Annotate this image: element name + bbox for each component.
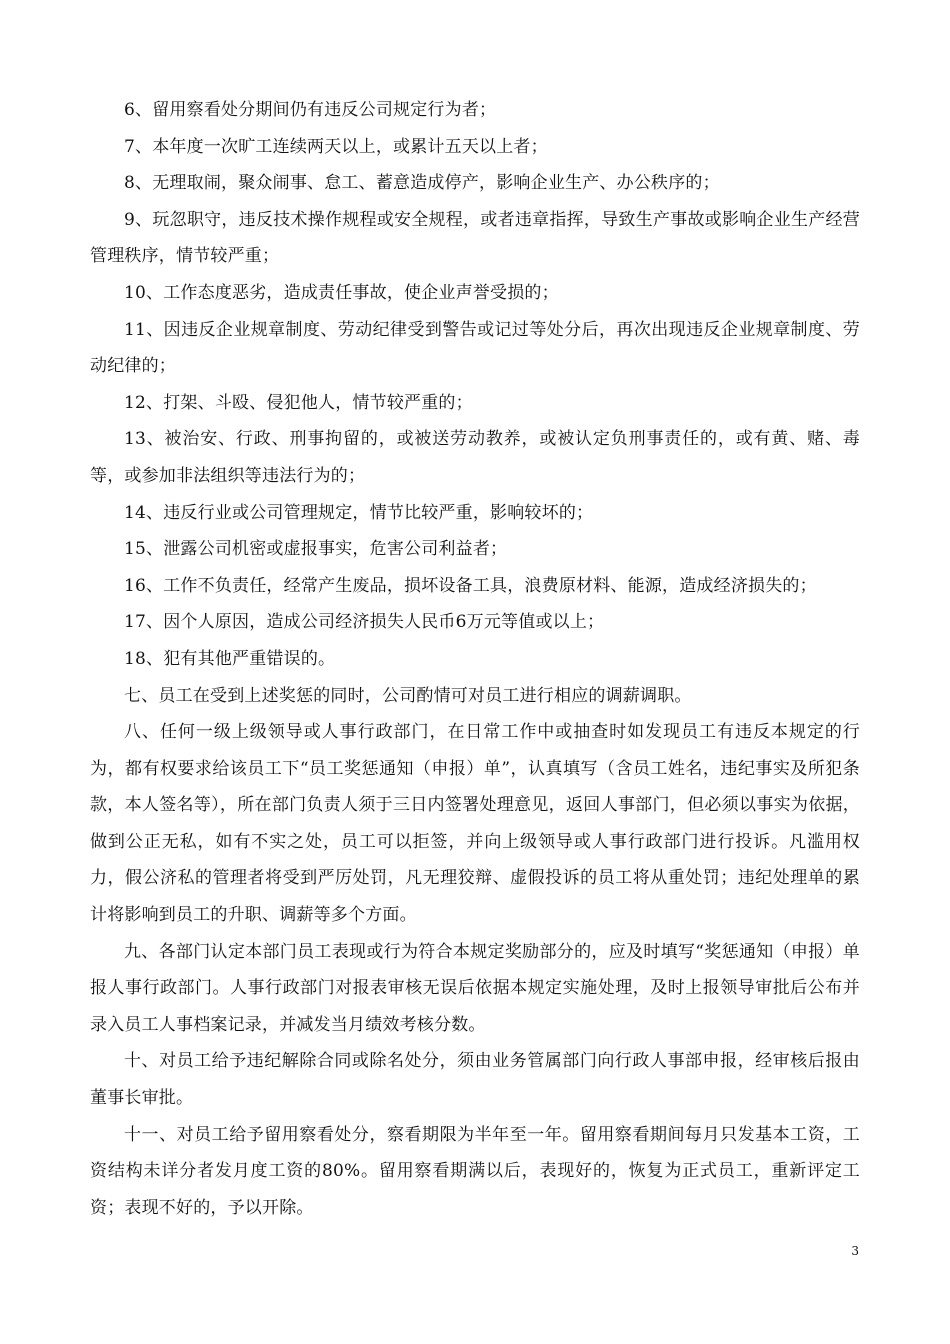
page-number: 3 <box>851 1244 859 1258</box>
section-10-paragraph: 十、对员工给予违纪解除合同或除名处分，须由业务管属部门向行政人事部申报，经审核后报由董事长审批。 <box>90 1051 860 1109</box>
paragraph-item-9: 9、玩忽职守，违反技术操作规程或安全规程，或者违章指挥，导致生产事故或影响企业生产经营管理秩序，情节较严重； <box>90 209 860 267</box>
paragraph-item-15: 15、泄露公司机密或虚报事实，危害公司利益者； <box>124 539 508 560</box>
document-body <box>90 92 860 1226</box>
paragraph-item-16: 16、工作不负责任，经常产生废品，损坏设备工具，浪费原材料、能源，造成经济损失的； <box>124 575 817 596</box>
paragraph-item-14: 14、违反行业或公司管理规定，情节比较严重，影响较坏的； <box>124 502 594 523</box>
paragraph-item-13: 13、被治安、行政、刑事拘留的，或被送劳动教养，或被认定负刑事责任的，或有黄、赌、毒等，或参加非法组织等违法行为的； <box>90 429 860 486</box>
paragraph-item-12: 12、打架、斗殴、侵犯他人，情节较严重的； <box>124 392 473 413</box>
paragraph-item-10: 10、工作态度恶劣，造成责任事故，使企业声誉受损的； <box>124 282 559 303</box>
paragraph-item-17: 17、因个人原因，造成公司经济损失人民币6万元等值或以上； <box>124 612 605 633</box>
paragraph-item-18: 18、犯有其他严重错误的。 <box>124 648 336 669</box>
section-11-paragraph: 十一、对员工给予留用察看处分，察看期限为半年至一年。留用察看期间每月只发基本工资，工资结构未详分者发月度工资的80%。留用察看期满以后，表现好的，恢复为正式员工，重新评定工资；表现不好的，予以开除。 <box>90 1124 860 1218</box>
paragraph-item-8: 8、无理取闹，聚众闹事、怠工、蓄意造成停产，影响企业生产、办公秩序的； <box>124 173 720 194</box>
section-8-paragraph: 八、任何一级上级领导或人事行政部门，在日常工作中或抽查时如发现员工有违反本规定的行为，都有权要求给该员工下“员工奖惩通知（申报）单”，认真填写（含员工姓名，违纪事实及所犯条款，本人签名等），所在部门负责人须于三日内签署处理意见，返回人事部门，但必须以事实为依据，做到公正无私，如有不实之处，员工可以拒签，并向上级领导或人事行政部门进行投诉。凡滥用权力，假公济私的管理者将受到严厉处罚，凡无理狡辩、虚假投诉的员工将从重处罚；违纪处理单的累计将影响到员工的升职、调薪等多个方面。 <box>90 722 860 926</box>
paragraph-item-6: 6、留用察看处分期间仍有违反公司规定行为者； <box>124 100 497 120</box>
paragraph-item-7: 7、本年度一次旷工连续两天以上，或累计五天以上者； <box>124 136 548 157</box>
paragraph-item-11: 11、因违反企业规章制度、劳动纪律受到警告或记过等处分后，再次出现违反企业规章制度、劳动纪律的； <box>90 319 860 377</box>
section-7-paragraph: 七、员工在受到上述奖惩的同时，公司酌情可对员工进行相应的调薪调职。 <box>124 685 692 706</box>
section-9-paragraph: 九、各部门认定本部门员工表现或行为符合本规定奖励部分的，应及时填写“奖惩通知（申报）单报人事行政部门。人事行政部门对报表审核无误后依据本规定实施处理，及时上报领导审批后公布并录入员工人事档案记录，并减发当月绩效考核分数。 <box>90 941 860 1035</box>
